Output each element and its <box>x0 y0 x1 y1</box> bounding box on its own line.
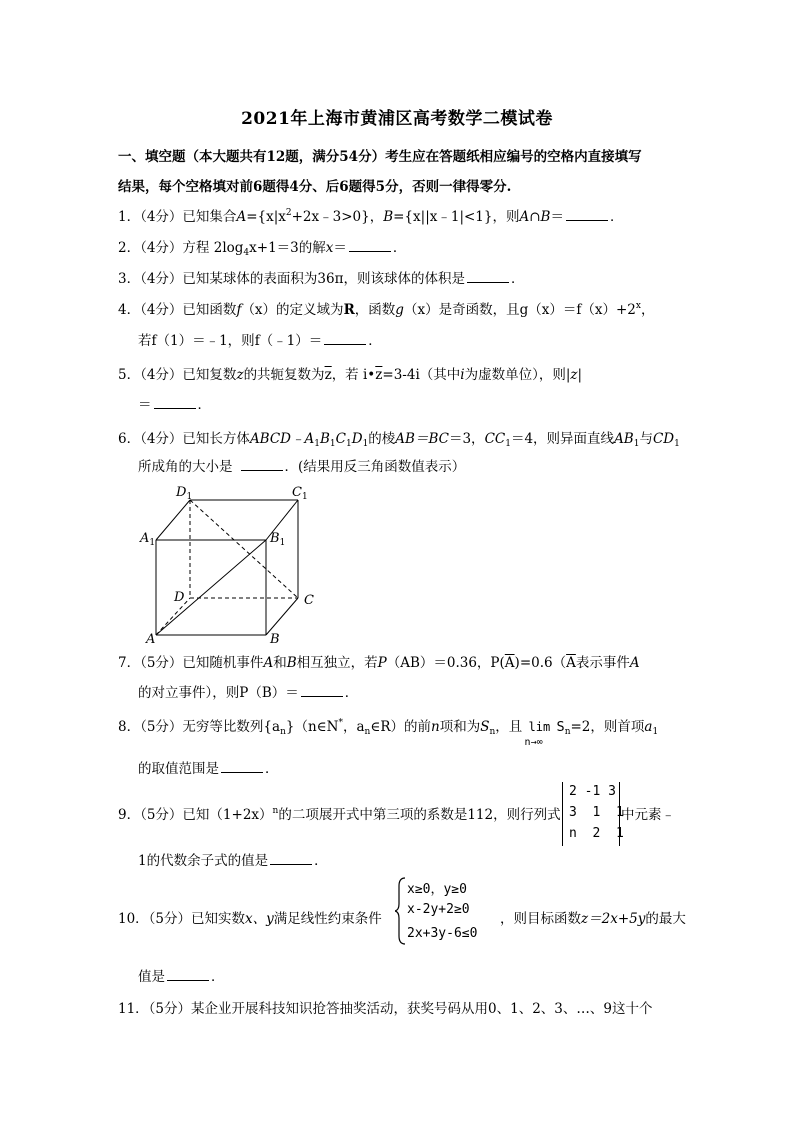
constraint-1: x≥0，y≥0 <box>407 882 467 897</box>
left-brace <box>395 876 407 946</box>
label-A1: $A_1$ <box>140 531 156 548</box>
determinant <box>562 782 624 846</box>
answer-blank <box>241 458 283 471</box>
hidden-edge-AD <box>156 598 190 635</box>
answer-blank <box>154 396 196 409</box>
label-D1: $D_1$ <box>176 485 193 502</box>
question-4-line1: 4．（4分）已知函数f（x）的定义域为R，函数g（x）是奇函数，且$g(x)=f(x)+2^x$， <box>118 301 655 318</box>
constraint-2: x-2y+2≥0 <box>407 902 470 917</box>
determinant-row-1: 2 -1 3 <box>569 784 616 799</box>
question-5-line1: 5．（4分）已知复数z的共轭复数为$\overline{z}$，若 $i•\overline{z}=3-4i$（其中i为虚数单位），则|z| <box>118 367 583 383</box>
question-8-line2: 的取值范围是 ． <box>138 761 279 777</box>
question-10-line2: 值是 ． <box>138 969 225 985</box>
answer-blank <box>349 239 391 252</box>
label-A: A <box>146 632 156 647</box>
question-9-line2: 1的代数余子式的值是 ． <box>138 853 328 869</box>
question-1: 1．（4分）已知集合$A=\{x|x^2+2x﹣3>0\}$，B={x||x﹣1|<1}，则A∩B＝ ． <box>118 208 624 225</box>
question-4-line2: 若f（1）＝﹣1，则f（﹣1）＝ ． <box>138 333 382 349</box>
cuboid-figure <box>138 480 338 650</box>
question-11-line1: 11．（5分）某企业开展科技知识抢答抽奖活动，获奖号码从用0、1、2、3、…、9这十个 <box>118 1001 653 1017</box>
answer-blank <box>566 208 608 221</box>
exam-title: 2021年上海市黄浦区高考数学二模试卷 <box>241 109 553 129</box>
question-7-line2: 的对立事件），则P（B）＝ ． <box>138 685 359 701</box>
answer-blank <box>167 968 209 981</box>
question-10-line1a: 10．（5分）已知实数x、y满足线性约束条件 <box>118 911 382 927</box>
edge-BC <box>266 598 298 635</box>
label-C: C <box>304 593 314 608</box>
question-7-line1: 7．（5分）已知随机事件A和B相互独立，若P（AB）＝0.36，$P(\overline{A})=0.6(\overline{A}$表示事件A <box>118 655 640 671</box>
question-9-line1: 9．（5分）已知$(1+2x)^n$的二项展开式中第三项的系数是112，则行列式 <box>118 806 561 823</box>
edge-A1D1 <box>156 500 190 540</box>
constraint-3: 2x+3y-6≤0 <box>407 926 478 941</box>
label-B: B <box>270 632 280 647</box>
determinant-row-2: 3 1 1 <box>569 805 624 820</box>
label-C1: $C_1$ <box>292 485 308 502</box>
question-2: 2．（4分）方程 $2\log_4x+1=3$的解x＝ ． <box>118 240 407 258</box>
answer-blank <box>324 332 366 345</box>
determinant-row-3: n 2 1 <box>569 826 624 841</box>
question-8-line1: 8．（5分）无穷等比数列$\{a_n\}(n\in N^*$，$a_n\in R$）的前n项和为$S_n$，且 lim n→∞ $S_n=2$，则首项$a_1$ <box>118 718 659 748</box>
label-D: D <box>174 590 185 605</box>
question-9-line1-tail: 中元素﹣ <box>621 807 675 823</box>
question-6-line1: 6．（4分）已知长方体$ABCD﹣A_1B_1C_1D_1$的棱AB＝BC＝3，$CC_1=4$，则异面直线$AB_1$与$CD_1$ <box>118 431 680 449</box>
question-5-line2: ＝ ． <box>138 397 211 413</box>
section-heading-line1: 一、填空题（本大题共有12题，满分54分）考生应在答题纸相应编号的空格内直接填写 <box>118 149 642 165</box>
section-heading-line2: 结果，每个空格填对前6题得4分、后6题得5分，否则一律得零分. <box>118 179 512 195</box>
answer-blank <box>467 270 509 283</box>
answer-blank <box>270 852 312 865</box>
limit-operator: lim n→∞ <box>524 720 551 748</box>
answer-blank <box>301 684 343 697</box>
question-10-line1b: ，则目标函数z＝2x+5y的最大 <box>500 911 686 927</box>
question-6-line2: 所成角的大小是 ．(结果用反三角函数值表示） <box>138 459 466 475</box>
question-3: 3．（4分）已知某球体的表面积为36π，则该球体的体积是 ． <box>118 271 525 287</box>
hidden-diagonal-D1C <box>190 500 298 598</box>
label-B1: $B_1$ <box>270 531 286 548</box>
answer-blank <box>221 760 263 773</box>
